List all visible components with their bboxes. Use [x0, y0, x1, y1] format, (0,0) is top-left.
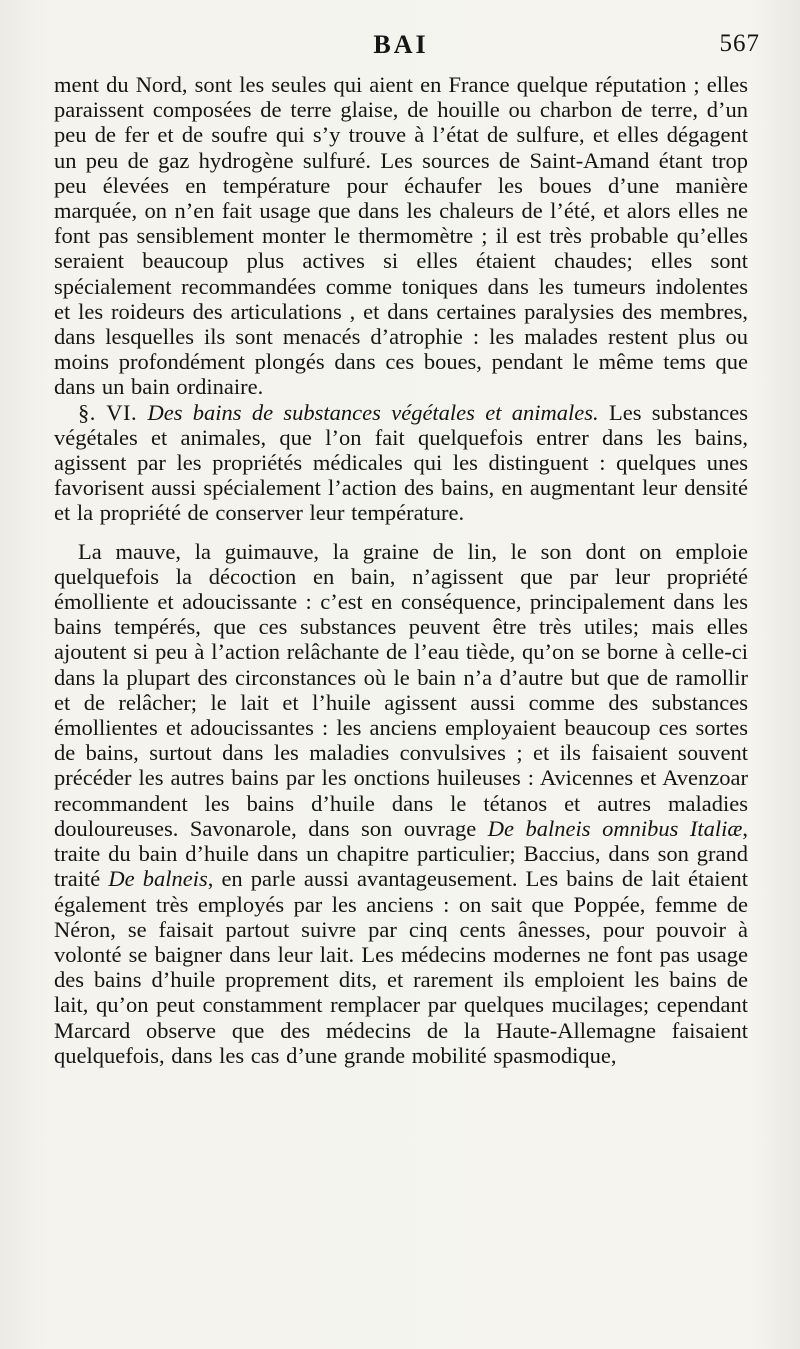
running-head [54, 0, 760, 62]
book-title-de-balneis: De balneis [108, 866, 208, 892]
section-title: Des bains de substances végétales et animales. [147, 399, 599, 425]
book-title-de-balneis-omnibus: De balneis omnibus Italiæ [487, 815, 743, 841]
body-text [54, 72, 748, 1068]
paragraph-mauve [54, 539, 748, 1068]
paragraph-text: ment du Nord, sont les seules qui aient en France quelque réputation ; elles paraissent composées de terre glaise, de houille ou charbon de terre, d’un peu de fer et de soufre qui s’y trouve à l’état de sulfure, et elles dégagent un peu de gaz hydrogène sulfuré. Les sources de Saint-Amand étant trop peu élevées en température pour échaufer les boues d’une manière marquée, on n’en fait usage que dans les chaleurs de l’été, et alors elles ne font pas sensiblement monter le thermomètre ; il est très probable qu’elles seraient beaucoup plus actives si elles étaient chaudes; elles sont spécialement recommandées comme toniques dans les tumeurs indolentes et les roideurs des articulations , et dans certaines paralysies des membres, dans lesquelles ils sont menacés d’atrophie : les malades restent plus ou moins profondément plongés dans ces boues, pendant le même tems que dans un bain ordinaire. [54, 72, 748, 400]
paragraph-text: , en parle aussi avantageusement. Les bains de lait étaient également très employés par les anciens : on sait que Poppée, femme de Néron, se faisait partout suivre par cinq cents ânesses, pour pouvoir à volonté se baigner dans leur lait. Les médecins modernes ne font pas usage des bains d’huile proprement dits, et rarement ils emploient les bains de lait, qu’on peut constamment remplacer par quelques mucilages; cependant Marcard observe que des médecins de la Haute-Allemagne faisaient quelquefois, dans les cas d’une grande mobilité spasmodique, [54, 866, 749, 1068]
paragraph-text: Les substances végétales et animales, que l’on fait quelquefois entrer dans les bains, agissent par les propriétés médicales qui les distinguent : quelques unes favorisent aussi spécialement l’action des bains, en augmentant leur densité et la propriété de conserver leur température. [54, 399, 749, 526]
running-title: BAI [373, 30, 429, 59]
paragraph-text: , traite du bain d’huile dans un chapitre particulier; Baccius, dans son grand traité [54, 815, 748, 892]
page-number: 567 [719, 30, 760, 57]
paragraph-section-vi [54, 400, 748, 526]
section-mark: §. VI. [78, 399, 138, 425]
paragraph-continuation [54, 72, 748, 400]
paragraph-text: La mauve, la guimauve, la graine de lin, le son dont on emploie quelquefois la décoction en bain, n’agissent que par leur propriété émolliente et adoucissante : c’est en conséquence, principalement dans les bains tempérés, que ces substances peuvent être très utiles; mais elles ajoutent si peu à l’action relâchante de l’eau tiède, qu’on se borne à celle-ci dans la plupart des circonstances où le bain n’a d’autre but que de ramollir et de relâcher; le lait et l’huile agissent aussi comme des substances émollientes et adoucissantes : les anciens employaient beaucoup ces sortes de bains, surtout dans les maladies convulsives ; et ils faisaient souvent précéder les autres bains par les onctions huileuses : Avicennes et Avenzoar recommandent les bains d’huile dans le tétanos et autres maladies douloureuses. Savonarole, dans son ouvrage [54, 538, 748, 841]
